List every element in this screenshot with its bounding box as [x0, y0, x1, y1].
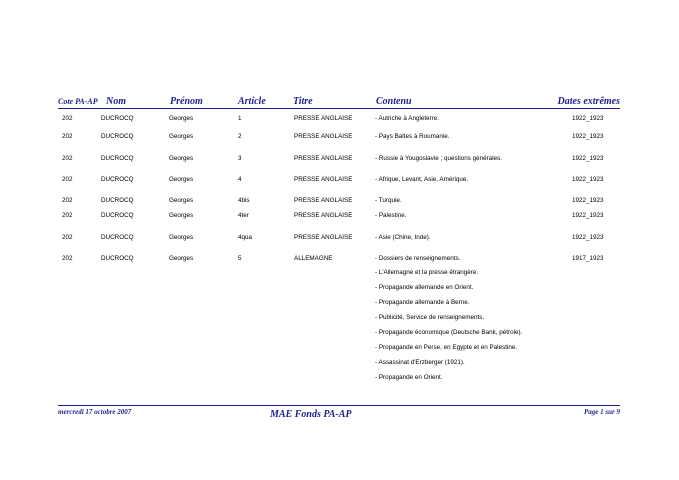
cell-prenom: Georges	[169, 255, 194, 262]
cell-cote: 202	[62, 234, 73, 241]
cell-contenu: - Dossiers de renseignements.	[375, 255, 461, 262]
cell-cote: 202	[62, 176, 73, 183]
footer-date: mercredi 17 octobre 2007	[58, 408, 132, 416]
contenu-line: - Propagande en Orient.	[375, 374, 443, 381]
table-header	[58, 96, 620, 108]
cell-article: 4qua	[238, 234, 253, 241]
cell-titre: PRESSE ANGLAISE	[294, 234, 353, 241]
cell-prenom: Georges	[169, 133, 194, 140]
table-row	[0, 196, 679, 206]
cell-dates: 1922_1923	[572, 197, 604, 204]
cell-article: 4ter	[238, 212, 249, 219]
table-row	[0, 254, 679, 264]
cell-contenu: - Pays Baltes à Roumanie.	[375, 133, 450, 140]
header-nom: Nom	[106, 96, 126, 107]
cell-article: 2	[238, 133, 242, 140]
cell-nom: DUCROCQ	[101, 133, 134, 140]
cell-titre: PRESSE ANGLAISE	[294, 176, 353, 183]
cell-article: 5	[238, 255, 242, 262]
contenu-line: - L'Allemagne et la presse étrangère.	[375, 269, 479, 276]
table-row	[0, 175, 679, 185]
cell-nom: DUCROCQ	[101, 234, 134, 241]
cell-nom: DUCROCQ	[101, 115, 134, 122]
cell-nom: DUCROCQ	[101, 176, 134, 183]
cell-dates: 1922_1923	[572, 133, 604, 140]
contenu-line: - Propagande économique (Deutsche Bank, pétrole).	[375, 329, 523, 336]
cell-nom: DUCROCQ	[101, 197, 134, 204]
cell-titre: PRESSE ANGLAISE	[294, 212, 353, 219]
table-row	[0, 211, 679, 221]
table-row	[0, 114, 679, 124]
cell-cote: 202	[62, 255, 73, 262]
cell-prenom: Georges	[169, 155, 194, 162]
cell-titre: PRESSE ANGLAISE	[294, 197, 353, 204]
contenu-line: - Propagande en Perse, en Egypte et en Palestine.	[375, 344, 518, 351]
cell-contenu: - Palestine.	[375, 212, 407, 219]
cell-prenom: Georges	[169, 115, 194, 122]
table-row	[0, 233, 679, 243]
cell-titre: PRESSE ANGLAISE	[294, 155, 353, 162]
cell-dates: 1922_1923	[572, 155, 604, 162]
cell-dates: 1922_1923	[572, 234, 604, 241]
table-row	[0, 132, 679, 142]
cell-cote: 202	[62, 197, 73, 204]
cell-titre: PRESSE ANGLAISE	[294, 115, 353, 122]
cell-prenom: Georges	[169, 176, 194, 183]
cell-nom: DUCROCQ	[101, 155, 134, 162]
header-titre: Titre	[293, 96, 313, 107]
cell-prenom: Georges	[169, 212, 194, 219]
cell-contenu: - Turquie.	[375, 197, 402, 204]
cell-nom: DUCROCQ	[101, 255, 134, 262]
header-cote: Cote PA-AP	[58, 97, 98, 106]
contenu-line: - Propagande allemande en Orient.	[375, 284, 474, 291]
cell-titre: ALLEMAGNE	[294, 255, 333, 262]
header-prenom: Prénom	[170, 96, 203, 107]
contenu-line: - Publicité, Service de renseignements.	[375, 314, 485, 321]
contenu-line: - Propagande allemande à Berne.	[375, 299, 470, 306]
cell-dates: 1922_1923	[572, 212, 604, 219]
header-article: Article	[238, 96, 266, 107]
footer-rule	[58, 405, 620, 406]
cell-contenu: - Autriche à Angleterre.	[375, 115, 440, 122]
header-dates: Dates extrêmes	[557, 96, 620, 107]
cell-prenom: Georges	[169, 234, 194, 241]
footer-page-number: Page 1 sur 9	[584, 408, 620, 416]
cell-cote: 202	[62, 212, 73, 219]
contenu-line: - Assassinat d'Erzberger (1921).	[375, 359, 465, 366]
cell-cote: 202	[62, 155, 73, 162]
cell-contenu: - Asie (Chine, Inde).	[375, 234, 431, 241]
cell-prenom: Georges	[169, 197, 194, 204]
header-contenu: Contenu	[376, 96, 412, 107]
cell-titre: PRESSE ANGLAISE	[294, 133, 353, 140]
cell-dates: 1922_1923	[572, 115, 604, 122]
table-row	[0, 154, 679, 164]
cell-dates: 1922_1923	[572, 176, 604, 183]
footer-title: MAE Fonds PA-AP	[270, 409, 352, 420]
cell-contenu: - Afrique, Levant, Asie, Amérique.	[375, 176, 469, 183]
cell-contenu: - Russie à Yougoslavie ; questions générales.	[375, 155, 503, 162]
cell-article: 3	[238, 155, 242, 162]
cell-cote: 202	[62, 133, 73, 140]
cell-article: 4bis	[238, 197, 250, 204]
cell-nom: DUCROCQ	[101, 212, 134, 219]
cell-dates: 1917_1923	[572, 255, 604, 262]
cell-cote: 202	[62, 115, 73, 122]
cell-article: 4	[238, 176, 242, 183]
header-rule	[58, 108, 620, 109]
cell-article: 1	[238, 115, 242, 122]
